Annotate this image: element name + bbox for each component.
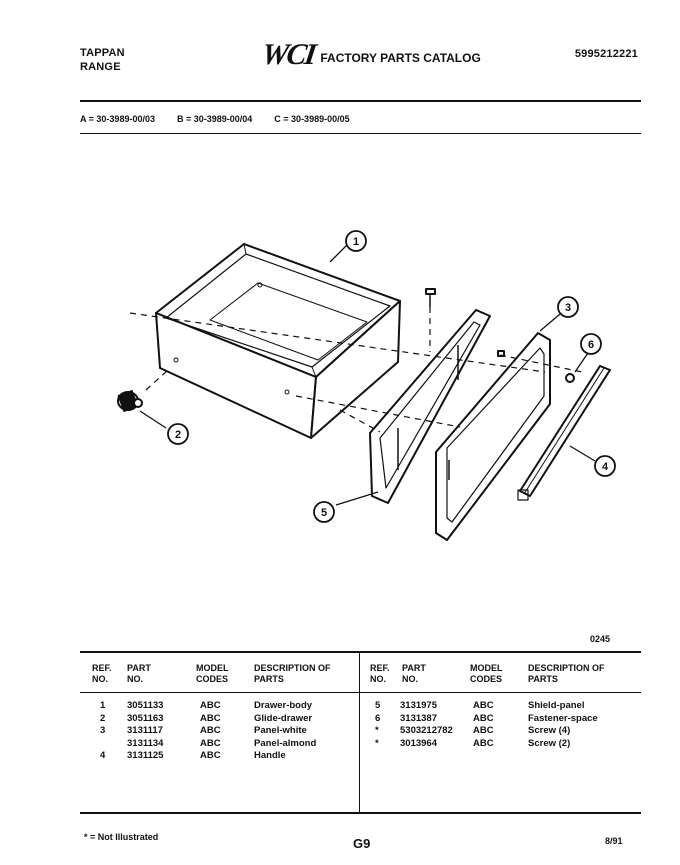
table-rule-top [80,651,641,653]
header-description-right: DESCRIPTION OF PARTS [528,663,605,684]
model-codes-cell: ABC [200,725,221,736]
description-cell: Screw (2) [528,737,571,749]
part-no-cell: 3131387 [400,712,437,724]
drawer-glide-drawing [118,391,142,411]
part-no-cell: 3051163 [127,712,164,724]
part-no-cell: 3051133 [127,700,164,711]
page-number: G9 [353,836,371,851]
description-cell: Handle [254,750,286,761]
header-ref-no-left: REF. NO. [92,663,112,684]
diagram-reference-code: 0245 [590,634,611,644]
model-a: A = 30-3989-00/03 [80,114,155,124]
ref-no-cell: 4 [100,750,106,761]
product-type: RANGE [80,61,121,73]
table-header-rule [80,692,641,693]
description-cell: Fastener-space [528,712,598,724]
description-cell: Shield-panel [528,700,585,711]
brand-name: TAPPAN [80,47,125,59]
model-codes-cell: ABC [473,725,494,736]
callout-6: 6 [587,339,595,351]
model-codes-cell: ABC [200,700,221,711]
part-no-cell: 3131125 [127,750,164,761]
part-no-cell: 5303212782 [400,725,453,736]
model-c: C = 30-3989-00/05 [274,114,350,124]
footer-note: * = Not Illustrated [84,832,159,842]
part-no-cell: 3013964 [400,737,437,749]
description-cell: Screw (4) [528,725,571,736]
model-codes-cell: ABC [200,737,221,749]
callout-4: 4 [601,461,609,473]
model-codes-cell: ABC [200,712,221,724]
table-column-divider [359,651,360,812]
ref-no-cell: * [375,725,379,736]
description-cell: Glide-drawer [254,712,313,724]
model-codes-cell: ABC [473,712,494,724]
wci-logo: WCI [259,38,317,71]
part-no-cell: 3131134 [127,737,164,749]
description-cell: Panel-almond [254,737,317,749]
ref-no-cell: * [375,737,379,749]
catalog-number: 5995212221 [574,48,638,60]
callout-3: 3 [564,302,572,314]
header-description-left: DESCRIPTION OF PARTS [254,663,331,684]
ref-no-cell: 1 [100,700,106,711]
callout-5: 5 [320,507,328,519]
header-part-no-right: PART NO. [402,663,426,684]
ref-no-cell: 6 [375,712,381,724]
table-rule-bottom [80,812,641,814]
header-model-codes-right: MODEL CODES [470,663,503,684]
description-cell: Drawer-body [254,700,313,711]
part-no-cell: 3131117 [127,725,163,736]
model-codes-cell: ABC [473,737,494,749]
catalog-title: FACTORY PARTS CATALOG [320,51,481,65]
callout-2: 2 [174,429,182,441]
ref-no-cell: 2 [100,712,106,724]
description-cell: Panel-white [254,725,307,736]
ref-no-cell: 5 [375,700,381,711]
part-no-cell: 3131975 [400,700,437,711]
ref-no-cell: 3 [100,725,106,736]
model-codes-cell: ABC [473,700,494,711]
model-codes-cell: ABC [200,750,221,761]
header-ref-no-right: REF. NO. [370,663,390,684]
publication-date: 8/91 [605,836,623,846]
callout-1: 1 [352,236,360,248]
header-part-no-left: PART NO. [127,663,151,684]
header-model-codes-left: MODEL CODES [196,663,229,684]
model-b: B = 30-3989-00/04 [176,114,253,124]
